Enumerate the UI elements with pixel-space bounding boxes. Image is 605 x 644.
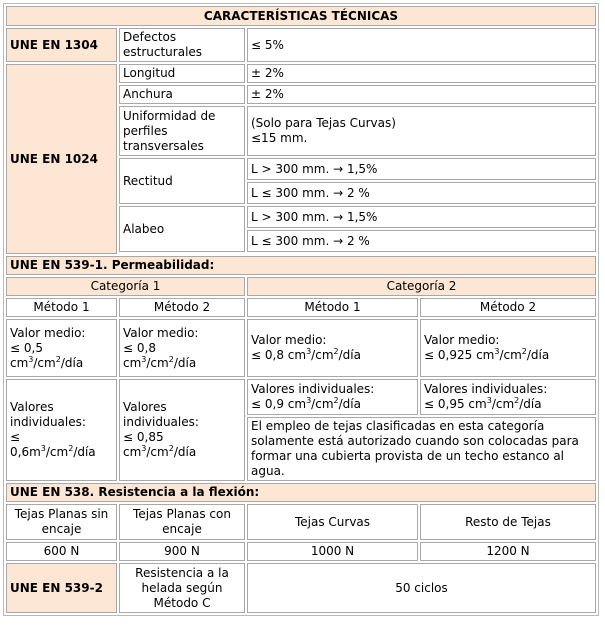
unit: $cm^3/cm^2$/día: [123, 354, 197, 370]
flexion-col-planas-con-encaje: Tejas Planas con encaje: [119, 504, 245, 540]
cat1-metodo1-header: Método 1: [6, 298, 117, 317]
c1m1-ind-symbol: ≤: [10, 430, 21, 444]
flexion-value-curvas: 1000 N: [247, 542, 418, 561]
c1m2-valor-medio: [119, 319, 245, 377]
cat2-metodo1-header: Método 1: [247, 298, 418, 317]
rectitud-value-long: L > 300 mm. → 1,5%: [247, 158, 596, 180]
c2m2-medio-value: ≤ 0,925 $cm^3/cm^2$/día: [424, 347, 550, 362]
valor-medio-label: Valor medio:: [251, 333, 327, 347]
c1m2-ind-value: ≤ 0,85: [123, 430, 164, 444]
c1m1-medio-value: ≤ 0,5: [10, 340, 43, 355]
permeabilidad-header: UNE EN 539-1. Permeabilidad:: [6, 256, 596, 275]
c1m1-valor-medio: [6, 319, 117, 377]
defectos-prop: Defectos estructurales: [119, 28, 245, 62]
valor-medio-label: Valor medio:: [123, 325, 199, 340]
valores-individuales-label: Valores individuales:: [424, 382, 548, 396]
une-539-2-label: UNE EN 539-2: [6, 563, 117, 613]
rectitud-prop: Rectitud: [119, 158, 245, 204]
uniformidad-value: [247, 106, 596, 156]
une-1304-label: UNE EN 1304: [6, 28, 117, 62]
flexion-col-planas-sin-encaje: Tejas Planas sin encaje: [6, 504, 117, 540]
longitud-value: ± 2%: [247, 64, 596, 83]
valor-medio-label: Valor medio:: [424, 333, 500, 347]
flexion-header: UNE EN 538. Resistencia a la flexión:: [6, 483, 596, 502]
rectitud-value-short: L ≤ 300 mm. → 2 %: [247, 182, 596, 204]
categoria-2-note: El empleo de tejas clasificadas en esta categoría solamente está autorizado cuando son colocadas para formar una cubierta provista de un techo estanco al agua.: [247, 417, 596, 481]
c1m1-valores-individuales: [6, 379, 117, 481]
flexion-col-resto: Resto de Tejas: [420, 504, 596, 540]
alabeo-value-long: L > 300 mm. → 1,5%: [247, 206, 596, 228]
helada-prop: Resistencia a la helada según Método C: [119, 563, 245, 613]
flexion-value-resto: 1200 N: [420, 542, 596, 561]
c2m1-valores-individuales: [247, 379, 418, 415]
cat2-metodo2-header: Método 2: [420, 298, 596, 317]
table-title: CARACTERÍSTICAS TÉCNICAS: [6, 6, 596, 26]
unit: $cm^3/cm^2$/día: [10, 354, 84, 370]
flexion-value-planas-con-encaje: 900 N: [119, 542, 245, 561]
unit: $cm^3/cm^2$/día: [123, 444, 197, 459]
defectos-value: ≤ 5%: [247, 28, 596, 62]
helada-value: 50 ciclos: [247, 563, 596, 613]
alabeo-value-short: L ≤ 300 mm. → 2 %: [247, 230, 596, 252]
categoria-1-header: Categoría 1: [6, 277, 245, 296]
c2m2-ind-value: ≤ 0,95 $cm^3/cm^2$/día: [424, 396, 542, 411]
anchura-value: ± 2%: [247, 85, 596, 104]
spec-table: [3, 3, 599, 616]
valor-medio-label: Valor medio:: [10, 325, 86, 340]
alabeo-prop: Alabeo: [119, 206, 245, 252]
c2m1-medio-value: ≤ 0,8 $cm^3/cm^2$/día: [251, 347, 361, 362]
flexion-col-curvas: Tejas Curvas: [247, 504, 418, 540]
c2m1-valor-medio: [247, 319, 418, 377]
valores-individuales-label: Valores individuales:: [251, 382, 375, 396]
flexion-value-planas-sin-encaje: 600 N: [6, 542, 117, 561]
uniformidad-prop: Uniformidad de perfiles transversales: [119, 106, 245, 156]
c1m1-ind-value: $0,6m^3/cm^2$/día: [10, 444, 96, 459]
anchura-prop: Anchura: [119, 85, 245, 104]
longitud-prop: Longitud: [119, 64, 245, 83]
categoria-2-header: Categoría 2: [247, 277, 596, 296]
valores-individuales-label: Valores individuales:: [123, 400, 199, 429]
uniformidad-limit: ≤15 mm.: [251, 131, 308, 145]
cat1-metodo2-header: Método 2: [119, 298, 245, 317]
c2m2-valor-medio: [420, 319, 596, 377]
valores-individuales-label: Valores individuales:: [10, 400, 86, 429]
une-1024-label: UNE EN 1024: [6, 64, 117, 254]
c2m1-ind-value: ≤ 0,9 $cm^3/cm^2$/día: [251, 396, 361, 411]
uniformidad-note: (Solo para Tejas Curvas): [251, 116, 396, 130]
c1m2-medio-value: ≤ 0,8: [123, 340, 156, 355]
c2m2-valores-individuales: [420, 379, 596, 415]
c1m2-valores-individuales: [119, 379, 245, 481]
